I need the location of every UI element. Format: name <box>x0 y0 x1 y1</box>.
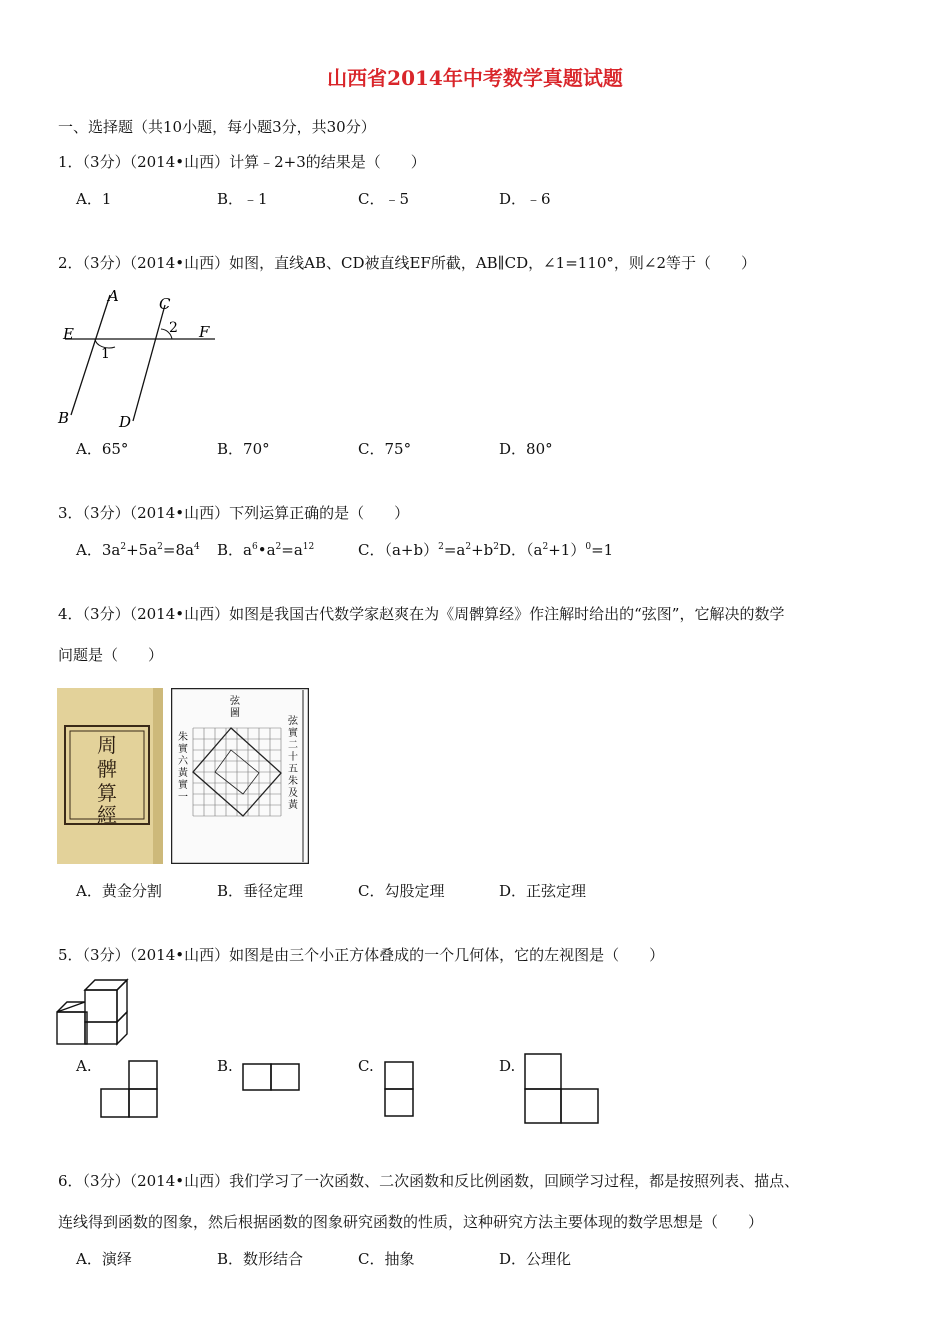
question-4-stem-line1: 4．（3分）（2014•山西）如图是我国古代数学家赵爽在为《周髀算经》作注解时给出的“弦图”，它解决的数学 <box>58 605 785 623</box>
q1-option-a: A．1 <box>76 190 112 208</box>
page-title: 山西省2014年中考数学真题试题 <box>327 66 623 90</box>
diagram-left-char-5: 實 <box>178 780 188 791</box>
label-angle-1: 1 <box>101 346 110 362</box>
label-angle-2: 2 <box>169 320 178 336</box>
label-e: E <box>63 325 74 343</box>
q5-option-c-label: C. <box>358 1057 374 1075</box>
label-d: D <box>119 413 132 430</box>
diagram-right-char-5: 五 <box>288 764 298 775</box>
q6-option-d: D．公理化 <box>499 1250 572 1268</box>
label-a: A <box>108 287 119 305</box>
diagram-left-char-2: 實 <box>178 744 188 755</box>
q2-option-c: C．75° <box>358 440 412 458</box>
question-5-stem: 5．（3分）（2014•山西）如图是由三个小正方体叠成的一个几何体，它的左视图是（ ） <box>58 946 665 964</box>
q2-option-d: D．80° <box>499 440 553 458</box>
q3-option-c: C．$(a+b)^2=a^2+b^2$ <box>358 541 499 559</box>
three-cubes-figure <box>55 978 135 1048</box>
q4-option-d: D．正弦定理 <box>499 882 587 900</box>
book-char-4: 經 <box>97 803 117 827</box>
diagram-right-char-6: 朱 <box>288 776 298 787</box>
xian-tu-diagram-image <box>171 688 309 864</box>
q5-option-b-label: B. <box>217 1057 233 1075</box>
question-6-stem-line1: 6．（3分）（2014•山西）我们学习了一次函数、二次函数和反比例函数，回顾学习过程，都是按照列表、描点、 <box>58 1172 800 1190</box>
q4-option-a: A．黄金分割 <box>76 882 162 900</box>
diagram-left-char-6: 一 <box>178 792 188 803</box>
section-heading: 一、选择题（共10小题，每小题3分，共30分） <box>58 118 376 136</box>
q1-option-b: B．﹣1 <box>217 190 268 208</box>
diagram-left-char-4: 黃 <box>178 768 188 779</box>
diagram-right-char-4: 十 <box>288 752 298 763</box>
diagram-top-char-1: 弦 <box>230 696 240 707</box>
q6-option-c: C．抽象 <box>358 1250 415 1268</box>
q5-option-c-figure <box>384 1061 416 1119</box>
question-3-stem: 3．（3分）（2014•山西）下列运算正确的是（ ） <box>58 504 410 522</box>
q1-option-c: C．﹣5 <box>358 190 410 208</box>
label-c: C <box>159 295 171 313</box>
book-char-1: 周 <box>97 733 117 757</box>
question-6-stem-line2: 连线得到函数的图象，然后根据函数的图象研究函数的性质，这种研究方法主要体现的数学思想是（ ） <box>58 1213 764 1231</box>
q4-option-c: C．勾股定理 <box>358 882 445 900</box>
diagram-right-char-3: 二 <box>288 740 298 751</box>
q3-option-d: D．$(a^2+1)^0=1$ <box>499 541 614 559</box>
question-2-stem: 2．（3分）（2014•山西）如图，直线AB、CD被直线EF所截，AB∥CD，∠1=110°，则∠2等于（ ） <box>58 254 757 272</box>
q3-option-b: B．$a^6•a^2=a^{12}$ <box>217 541 315 559</box>
q1-option-d: D．﹣6 <box>499 190 551 208</box>
diagram-right-char-8: 黃 <box>288 800 298 811</box>
zhoubi-suanjing-book-image <box>57 688 163 864</box>
q5-option-d-label: D. <box>499 1057 516 1075</box>
diagram-left-char-1: 朱 <box>178 732 188 743</box>
question-1-stem: 1．（3分）（2014•山西）计算﹣2+3的结果是（ ） <box>58 153 426 171</box>
label-b: B <box>58 409 70 427</box>
diagram-top-char-2: 圖 <box>230 708 240 719</box>
diagram-right-char-2: 實 <box>288 728 298 739</box>
book-char-2: 髀 <box>97 757 117 781</box>
q5-option-d-figure <box>524 1053 600 1125</box>
q5-option-a-label: A. <box>76 1057 92 1075</box>
q6-option-b: B．数形结合 <box>217 1250 304 1268</box>
q5-option-b-figure <box>242 1063 302 1093</box>
q2-option-a: A．65° <box>76 440 129 458</box>
diagram-right-char-1: 弦 <box>288 716 298 727</box>
q2-option-b: B．70° <box>217 440 270 458</box>
q5-option-a-figure <box>100 1060 160 1120</box>
question-4-stem-line2: 问题是（ ） <box>58 646 164 664</box>
q6-option-a: A．演绎 <box>76 1250 132 1268</box>
diagram-right-char-7: 及 <box>288 788 298 799</box>
q4-option-b: B．垂径定理 <box>217 882 304 900</box>
q3-option-a: A．$3a^2+5a^2=8a^4$ <box>76 541 200 559</box>
diagram-left-char-3: 六 <box>178 756 188 767</box>
parallel-lines-figure <box>55 285 225 430</box>
book-char-3: 算 <box>97 781 117 805</box>
label-f: F <box>199 323 210 341</box>
